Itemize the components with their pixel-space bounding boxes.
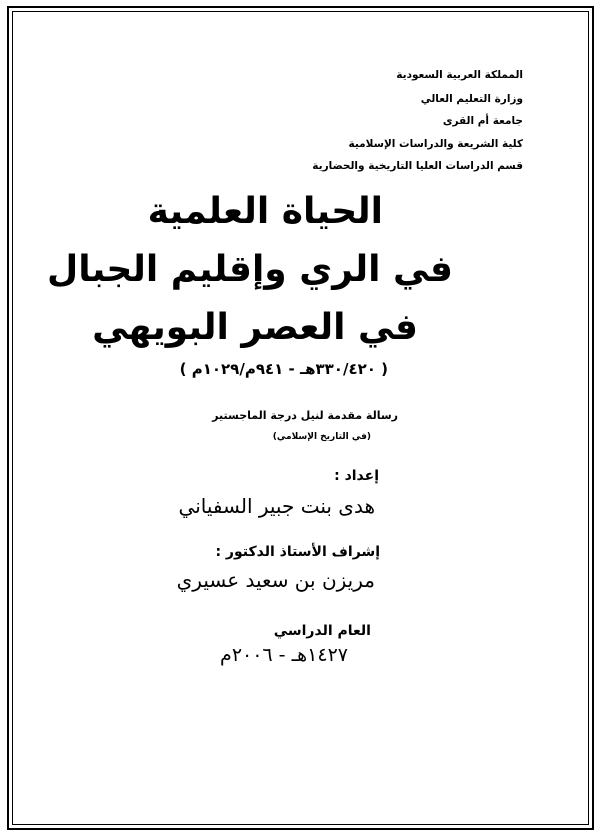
academic-year-label: العام الدراسي <box>273 623 371 639</box>
institution-country: المملكة العربية السعودية <box>396 69 523 81</box>
title-dates: ( ٣٣٠/٤٢٠هـ - ٩٤١م/١٠٢٩م ) <box>179 360 388 378</box>
institution-college: كلية الشريعة والدراسات الإسلامية <box>348 138 523 150</box>
author-label: إعداد : <box>334 468 379 484</box>
thesis-purpose: رسالة مقدمة لنيل درجة الماجستير <box>212 409 398 422</box>
supervisor-label: إشراف الأستاذ الدكتور : <box>215 544 380 560</box>
institution-university: جامعة أم القرى <box>442 115 523 127</box>
title-line-2: في الري وإقليم الجبال <box>46 249 453 290</box>
title-line-1: الحياة العلمية <box>147 191 383 232</box>
institution-department: قسم الدراسات العليا التاريخية والحضارية <box>312 160 523 172</box>
academic-year-value: ١٤٢٧هـ - ٢٠٠٦م <box>220 644 348 666</box>
title-line-3: في العصر البويهي <box>92 307 418 348</box>
supervisor-name: مريزن بن سعيد عسيري <box>176 568 375 592</box>
author-name: هدى بنت جبير السفياني <box>178 494 375 518</box>
institution-ministry: وزارة التعليم العالي <box>420 93 523 105</box>
thesis-specialization: (في التاريخ الإسلامي) <box>272 432 371 442</box>
